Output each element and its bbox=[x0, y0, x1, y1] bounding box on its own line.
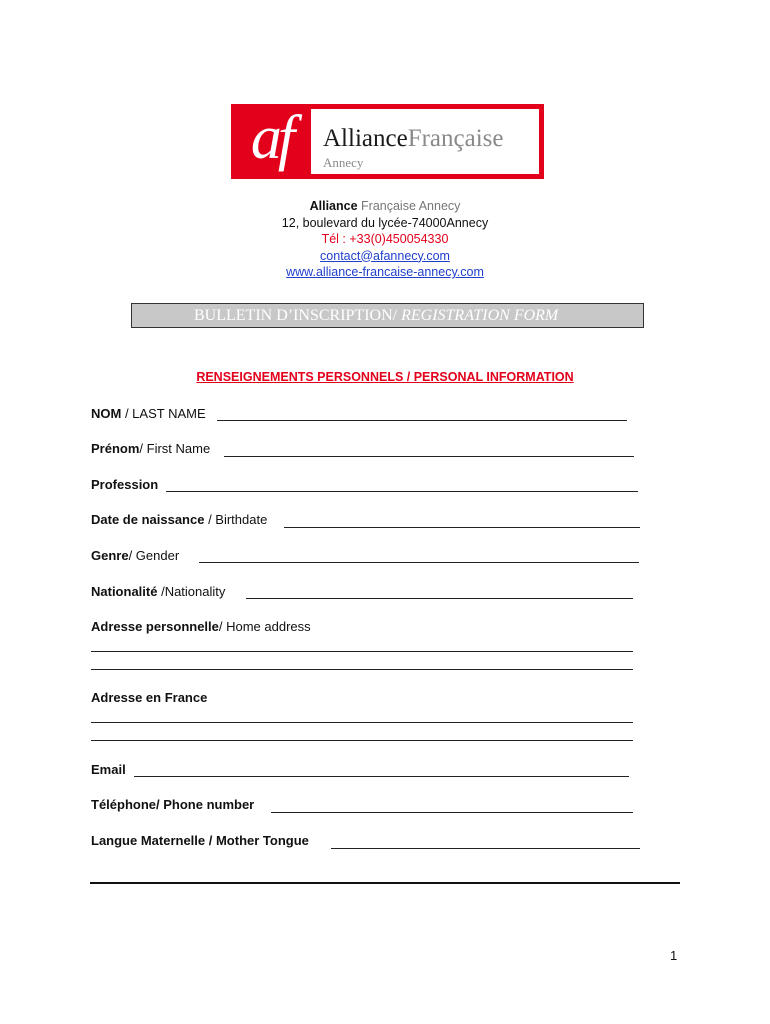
field-last-name-line[interactable] bbox=[217, 420, 627, 421]
field-address-france-line-1[interactable] bbox=[91, 722, 633, 723]
field-nationality-line[interactable] bbox=[246, 598, 633, 599]
form-title-fr: BULLETIN D’INSCRIPTION/ bbox=[194, 307, 398, 324]
field-birthdate-line[interactable] bbox=[284, 527, 640, 528]
field-first-name-line[interactable] bbox=[224, 456, 634, 457]
field-home-address-line-2[interactable] bbox=[91, 669, 633, 670]
logo-panel bbox=[311, 109, 539, 174]
website-link[interactable]: www.alliance-francaise-annecy.com bbox=[286, 265, 484, 279]
field-home-address-line-1[interactable] bbox=[91, 651, 633, 652]
field-last-name-label: NOM / LAST NAME bbox=[91, 406, 206, 421]
field-profession-line[interactable] bbox=[166, 491, 638, 492]
alliance-francaise-logo bbox=[231, 104, 544, 179]
bottom-divider bbox=[90, 882, 680, 884]
page-number: 1 bbox=[670, 948, 678, 963]
field-mother-tongue-line[interactable] bbox=[331, 848, 640, 849]
logo-mark: af bbox=[250, 104, 292, 172]
street-address: 12, boulevard du lycée-74000Annecy bbox=[281, 215, 489, 230]
logo-city: Annecy bbox=[323, 155, 364, 170]
field-phone-label: Téléphone/ Phone number bbox=[91, 797, 255, 812]
field-nationality-label: Nationalité /Nationality bbox=[91, 584, 226, 599]
address-block bbox=[0, 198, 770, 281]
field-home-address-label: Adresse personnelle/ Home address bbox=[91, 619, 311, 634]
form-title-box bbox=[131, 303, 644, 328]
field-profession-label: Profession bbox=[91, 477, 159, 492]
field-address-france-label: Adresse en France bbox=[91, 690, 208, 705]
field-phone-line[interactable] bbox=[271, 812, 633, 813]
form-title-en: REGISTRATION FORM bbox=[401, 307, 559, 324]
field-address-france-line-2[interactable] bbox=[91, 740, 633, 741]
field-email-line[interactable] bbox=[134, 776, 629, 777]
org-name: Alliance Française Annecy bbox=[309, 199, 461, 213]
field-email-label: Email bbox=[91, 762, 126, 777]
logo-name: AllianceFrançaise bbox=[323, 125, 504, 152]
field-birthdate-label: Date de naissance / Birthdate bbox=[91, 512, 268, 527]
section-heading: RENSEIGNEMENTS PERSONNELS / PERSONAL INFORMATION bbox=[196, 370, 574, 384]
field-gender-label: Genre/ Gender bbox=[91, 548, 180, 563]
field-gender-line[interactable] bbox=[199, 562, 639, 563]
phone-number: Tél : +33(0)450054330 bbox=[321, 232, 449, 246]
field-first-name-label: Prénom/ First Name bbox=[91, 441, 211, 456]
field-mother-tongue-label: Langue Maternelle / Mother Tongue bbox=[91, 833, 309, 848]
email-link[interactable]: contact@afannecy.com bbox=[320, 248, 450, 263]
